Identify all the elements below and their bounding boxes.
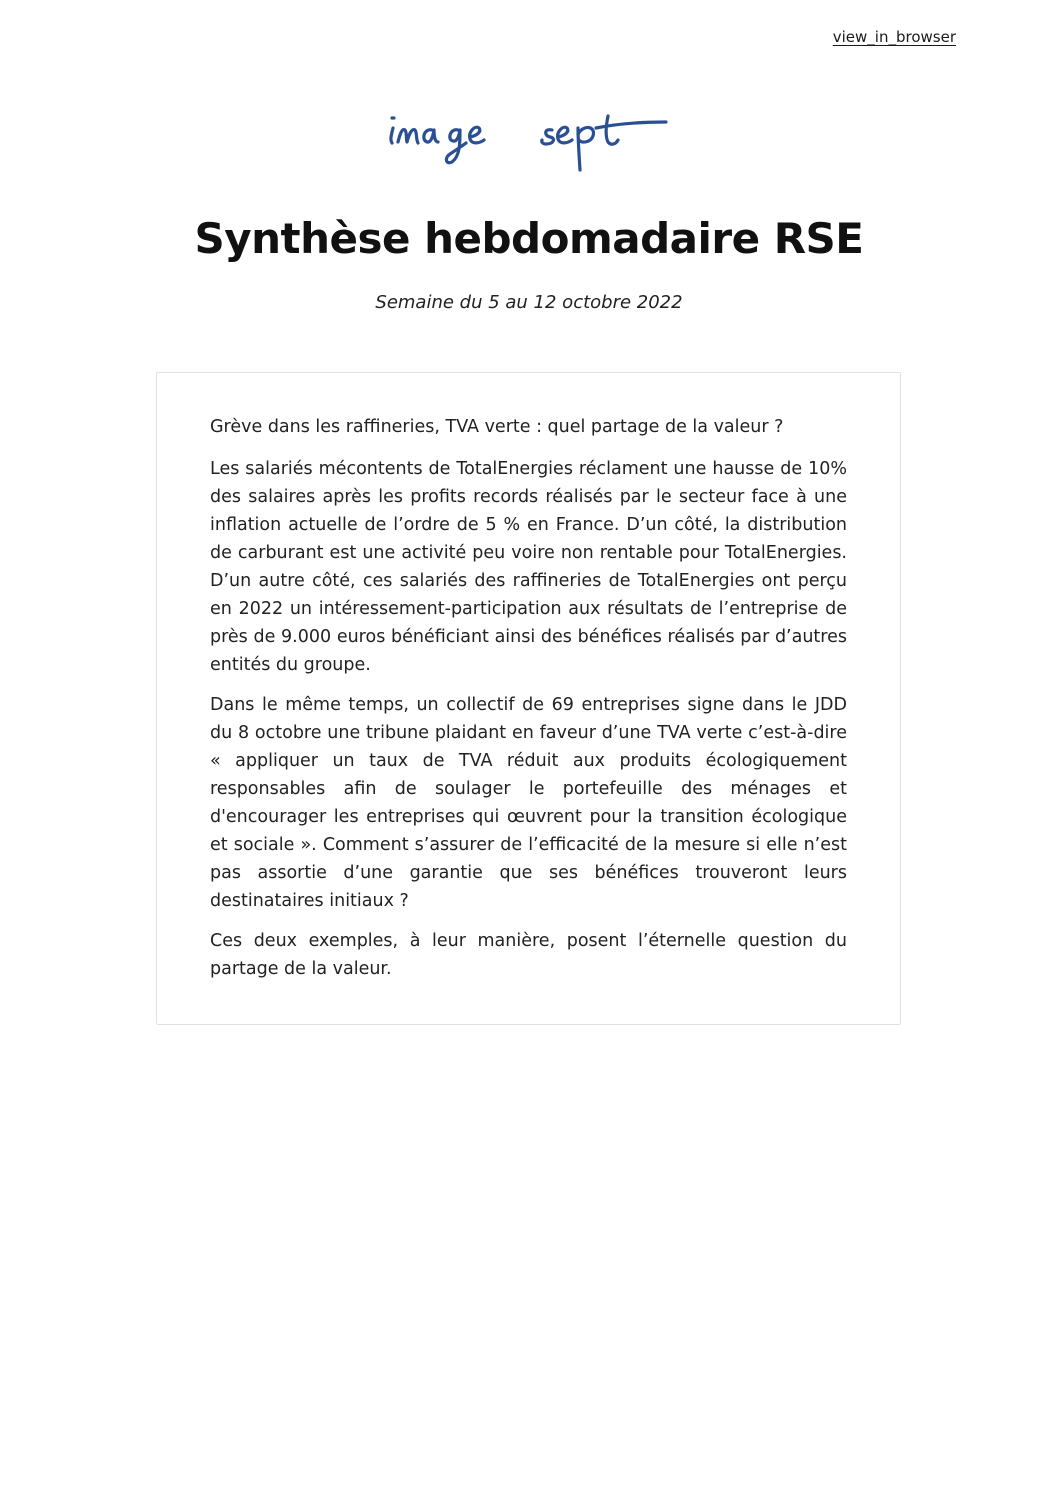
article-paragraph-3: Ces deux exemples, à leur manière, posent l’éternelle question du partage de la valeur. (210, 931, 847, 979)
article-paragraph-1: Les salariés mécontents de TotalEnergies réclament une hausse de 10% des salaires après les profits records réalisés par le secteur face à une inflation actuelle de l’ordre de 5 % en France. D’un côté, la distribution de carburant est une activité peu voire non rentable pour TotalEnergies. D’un autre côté, ces salariés des raffineries de TotalEnergies ont perçu en 2022 un intéressement-participation aux résultats de l’entreprise de près de 9.000 euros bénéficiant ainsi des bénéfices réalisés par d’autres entités du groupe. (210, 459, 847, 675)
article-lead: Grève dans les raffineries, TVA verte : quel partage de la valeur ? (210, 417, 784, 437)
page-title: Synthèse hebdomadaire RSE (194, 214, 864, 263)
article-paragraph-2: Dans le même temps, un collectif de 69 entreprises signe dans le JDD du 8 octobre une tribune plaidant en faveur d’une TVA verte c’est-à-dire « appliquer un taux de TVA réduit aux produits écologiquement responsables afin de soulager le portefeuille des ménages et d'encourager les entreprises qui œuvrent pour la transition écologique et sociale ». Comment s’assurer de l’efficacité de la mesure si elle n’est pas assortie d’une garantie que ses bénéfices trouveront leurs destinataires initiaux ? (210, 695, 847, 911)
page-subtitle: Semaine du 5 au 12 octobre 2022 (375, 292, 683, 313)
article-body (210, 413, 847, 995)
article-card (156, 372, 901, 1025)
view-in-browser-link[interactable]: view_in_browser (832, 28, 956, 46)
image-sept-logo (386, 112, 672, 176)
